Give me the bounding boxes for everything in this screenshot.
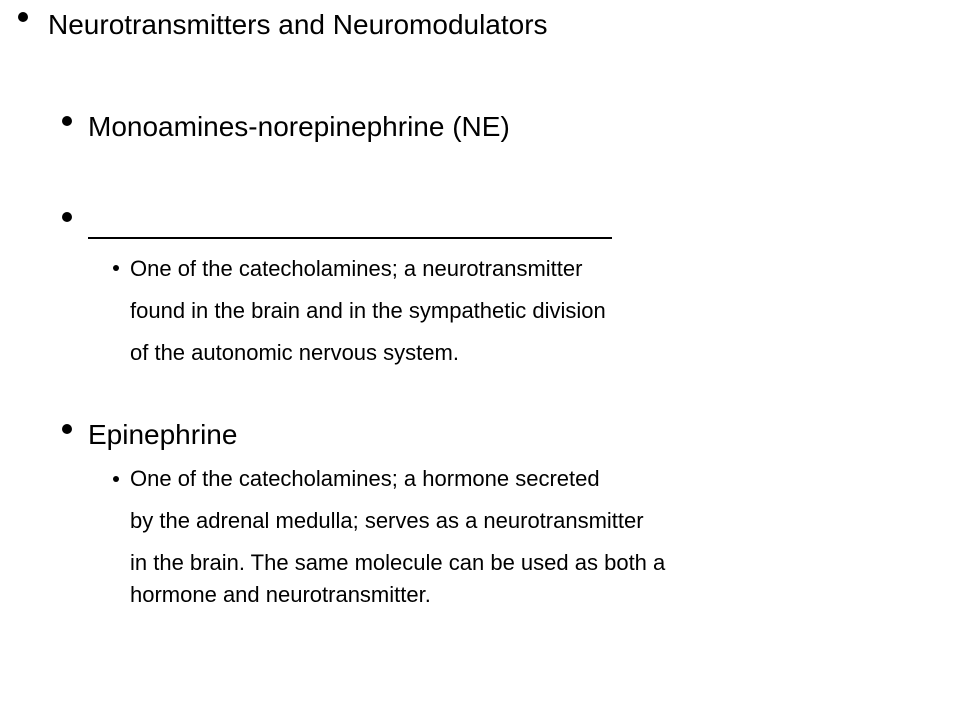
- item-2-detail-line: One of the catecholamines; a neurotransmitter: [130, 256, 583, 281]
- item-2-detail-line: found in the brain and in the sympathetic division: [130, 298, 606, 323]
- item-3-detail-line: hormone and neurotransmitter.: [130, 582, 431, 607]
- item-2-bullet-icon: [62, 212, 72, 222]
- item-2-detail-line: of the autonomic nervous system.: [130, 340, 459, 365]
- item-2-sub-bullet-icon: [113, 265, 119, 271]
- title-bullet-icon: [18, 12, 28, 22]
- item-3-bullet-icon: [62, 424, 72, 434]
- item-3-detail-line: in the brain. The same molecule can be used as both a: [130, 550, 666, 575]
- item-1-bullet-icon: [62, 116, 72, 126]
- item-3-detail-line: One of the catecholamines; a hormone secreted: [130, 466, 600, 491]
- item-3-label: Epinephrine: [88, 419, 238, 450]
- item-3-sub-bullet-icon: [113, 476, 119, 482]
- slide-title: Neurotransmitters and Neuromodulators: [48, 9, 548, 40]
- fill-in-blank-line: [88, 237, 612, 239]
- item-3-detail-line: by the adrenal medulla; serves as a neurotransmitter: [130, 508, 644, 533]
- item-1-label: Monoamines-norepinephrine (NE): [88, 111, 510, 142]
